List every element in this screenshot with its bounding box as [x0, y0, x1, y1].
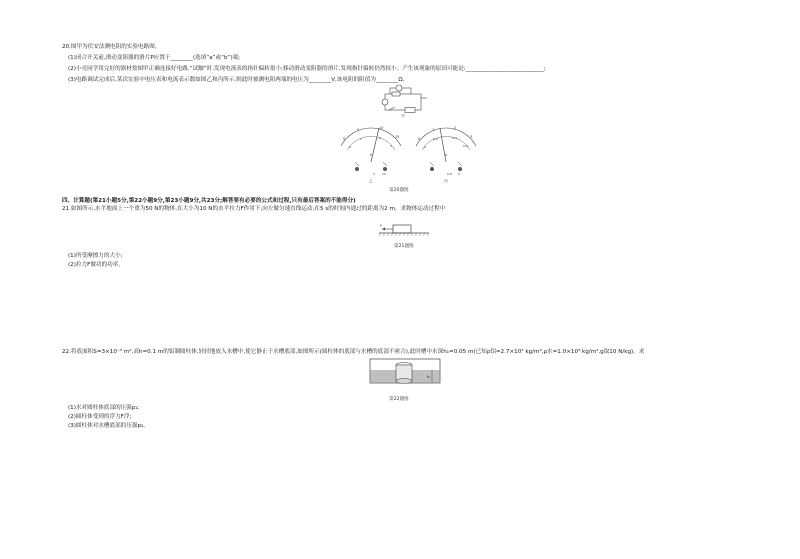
a-inner-2: 0.4	[452, 136, 457, 140]
a-tick-0: 0	[418, 137, 421, 141]
force-label: F	[380, 224, 383, 228]
a-tick-2: 2	[454, 126, 457, 130]
q20-part1: (1)闭合开关前,滑动变阻器的滑片P应置于________(选填“a”或“b”)端;	[68, 55, 241, 61]
v-term-15: 15	[382, 172, 386, 176]
a-inner-0: 0	[424, 145, 426, 149]
v-tick-0: 0	[343, 137, 346, 141]
q21-stem: 21.如图所示,水平地面上一个重为50 N的物体,在大小为10 N的水平拉力F作用下,向左做匀速直线运动,在5 s的时间内通过的距离为2 m。求物体运动过程中	[62, 206, 446, 212]
a-tick-1: 1	[432, 128, 435, 132]
q21-figure-caption: 第21题图	[394, 244, 414, 249]
v-inner-2: 2	[379, 136, 381, 140]
v-unit: V	[369, 153, 373, 157]
v-tick-2: 10	[379, 126, 384, 130]
v-inner-1: 1	[360, 137, 362, 141]
a-unit: A	[444, 153, 448, 157]
v-meter-label: 乙	[369, 179, 373, 183]
v-tick-3: 15	[395, 135, 400, 139]
q22-part1: (1)水对圆柱体底部的压强p₁;	[68, 405, 140, 411]
a-term-3: 3	[458, 172, 460, 176]
water-tank-diagram	[368, 357, 444, 389]
a-tick-3: 3	[470, 135, 473, 139]
a-inner-1: 0.2	[433, 137, 438, 141]
v-term-3: 3	[373, 172, 375, 176]
v-tick-1: 5	[357, 128, 360, 132]
block-on-ground-diagram	[377, 222, 431, 240]
q20-part2: (2)小亮同学用完好的器材按图甲正确连接好电路,“试触”时,发现电流表的指针偏转很小;移动滑动变阻器的滑片,发现指针偏转仍然较小。产生该现象的原因可能是:____________________________;	[68, 66, 546, 72]
section4-header: 四、计算题(第21小题5分,第22小题9分,第23小题9分,共23分;解答要有必要的公式和过程,只有最后答案的不能得分)	[62, 198, 356, 204]
q20-part3: (3)电路调试完成后,某次实验中电压表和电流表示数如图乙和丙所示,则此时被测电阻两端的电压为________V,该电阻的阻值为________Ω。	[68, 77, 409, 83]
q21-part2: (2)拉力F做功的功率。	[68, 262, 124, 268]
a-meter-label: 丙	[444, 179, 448, 183]
v-inner-3: 3	[390, 144, 392, 148]
q22-stem: 22.将底面积S=3×10⁻³ m²,高h=0.1 m的铝制圆柱体,轻轻地放入水槽中,使它静止于水槽底部,如图所示(圆柱体的底部与水槽的底部不密合),此时槽中水深h₁=0.05 m(已知ρ铝=2.7×10³ kg/m³,ρ水=1.0×10³ kg/m³,g取10 N/kg)。求	[62, 349, 645, 355]
h1-label: h₁	[427, 375, 431, 379]
fig-jia-label: 甲	[401, 114, 405, 118]
v-inner-0: 0	[349, 145, 351, 149]
circuit-diagram	[375, 84, 435, 118]
voltmeter-dial	[335, 122, 407, 184]
q22-part3: (3)圆柱体对水槽底部的压强p₂。	[68, 423, 149, 429]
q20-figure-caption: 第20题图	[389, 188, 409, 193]
q22-figure-caption: 第22题图	[389, 397, 409, 402]
q22-part2: (2)圆柱体受到的浮力F浮;	[68, 414, 132, 420]
a-inner-3: 0.6	[463, 144, 468, 148]
ammeter-dial	[410, 122, 482, 184]
q21-part1: (1)所受摩擦力的大小;	[68, 253, 123, 259]
a-term-06: 0.6	[447, 172, 452, 176]
q20-stem: 20.图甲为伏安法测电阻的实验电路图。	[62, 44, 161, 50]
